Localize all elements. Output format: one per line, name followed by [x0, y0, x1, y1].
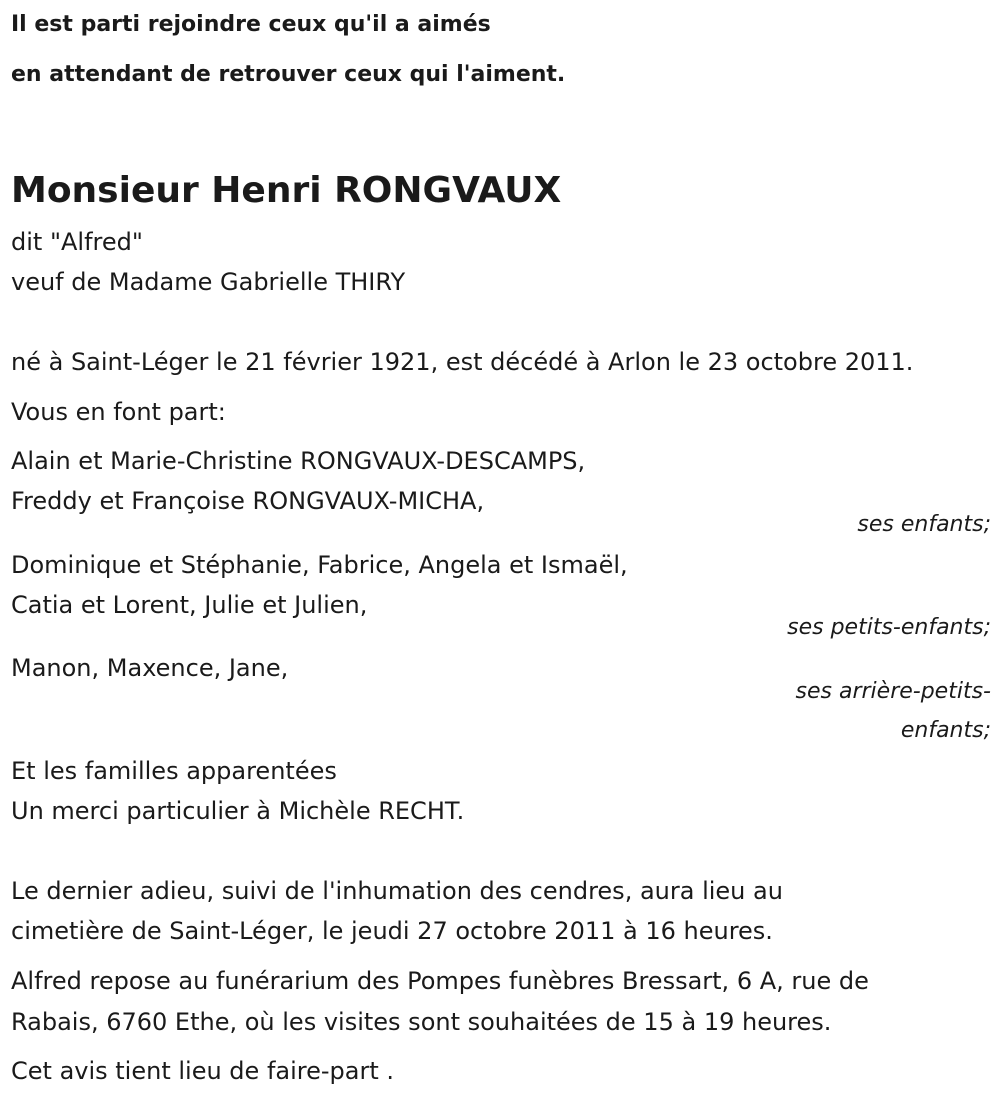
relatives-line: Et les familles apparentées — [11, 757, 337, 785]
birth-death-details: né à Saint-Léger le 21 février 1921, est décédé à Arlon le 23 octobre 2011. — [11, 348, 914, 376]
grandchildren-line-2: Catia et Lorent, Julie et Julien, — [11, 591, 368, 619]
grandchildren-line-1: Dominique et Stéphanie, Fabrice, Angela et Ismaël, — [11, 551, 628, 579]
epitaph-line-2: en attendant de retrouver ceux qui l'aiment. — [11, 62, 566, 87]
great-grandchildren-relation-2: enfants; — [900, 718, 991, 743]
ceremony-line-1: Le dernier adieu, suivi de l'inhumation des cendres, aura lieu au — [11, 877, 783, 905]
children-relation: ses enfants; — [857, 512, 991, 537]
announcement-intro: Vous en font part: — [11, 398, 226, 426]
epitaph-line-1: Il est parti rejoindre ceux qu'il a aimés — [11, 12, 491, 37]
ceremony-line-2: cimetière de Saint-Léger, le jeudi 27 octobre 2011 à 16 heures. — [11, 917, 773, 945]
funeral-home-line-2: Rabais, 6760 Ethe, où les visites sont souhaitées de 15 à 19 heures. — [11, 1008, 832, 1036]
funeral-home-line-1: Alfred repose au funérarium des Pompes funèbres Bressart, 6 A, rue de — [11, 967, 869, 995]
widower-of: veuf de Madame Gabrielle THIRY — [11, 268, 406, 296]
grandchildren-relation: ses petits-enfants; — [787, 615, 991, 640]
thanks-line: Un merci particulier à Michèle RECHT. — [11, 797, 465, 825]
great-grandchildren-relation-1: ses arrière-petits- — [795, 679, 991, 704]
closing-line: Cet avis tient lieu de faire-part . — [11, 1057, 395, 1085]
great-grandchildren-line-1: Manon, Maxence, Jane, — [11, 654, 289, 682]
nickname: dit "Alfred" — [11, 228, 143, 256]
children-line-2: Freddy et Françoise RONGVAUX-MICHA, — [11, 487, 485, 515]
children-line-1: Alain et Marie-Christine RONGVAUX-DESCAMPS, — [11, 447, 586, 475]
deceased-name: Monsieur Henri RONGVAUX — [11, 170, 562, 211]
